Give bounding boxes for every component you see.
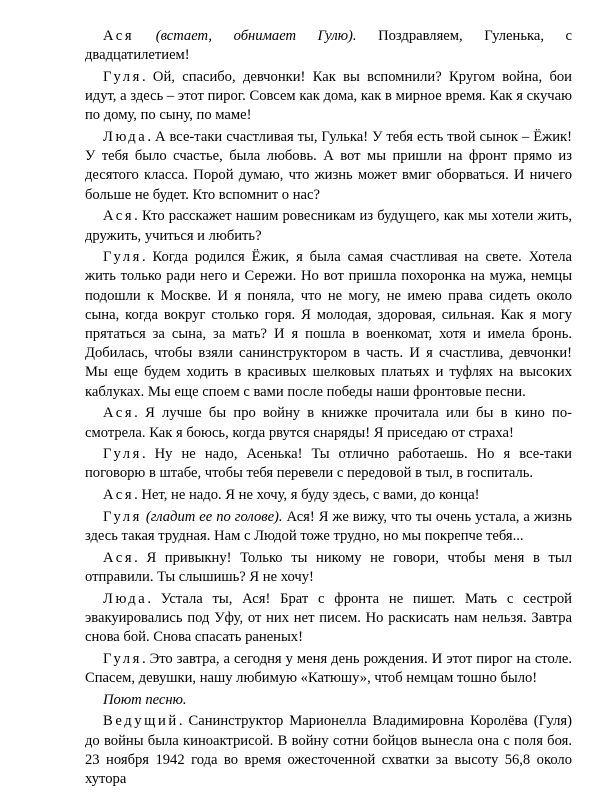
dialogue-text: . Кто расскажет нашим ровесникам из будущего, как мы хотели жить, дружить, учиться и любить?	[85, 208, 572, 244]
speaker-name: Ася	[103, 549, 135, 566]
speaker-name: Гуля	[103, 446, 142, 463]
speaker-name: Гуля	[103, 650, 142, 667]
paragraph-14	[85, 712, 572, 789]
stage-direction: (гладит ее по голове).	[145, 508, 283, 525]
paragraph-4	[85, 207, 572, 245]
dialogue-text: Поздравляем, Гуленька, с двадцатилетием!	[85, 28, 572, 64]
dialogue-text: . Санинструктор Марионелла Владимировна Королёва (Гуля) до войны была киноактрисой. В войну сотни бойцов вынесла она с поля боя. 23 ноября 1942 года во время ожесточенной схватки за высоту 56,8 около хутора	[85, 713, 572, 788]
speaker-name: Люда	[103, 590, 148, 607]
dialogue-text: . Ну не надо, Асенька! Ты отлично работаешь. Но я все-таки поговорю в штабе, чтобы тебя перевели с передовой в тыл, в госпиталь.	[85, 446, 572, 482]
dialogue-text: . Когда родился Ёжик, я была самая счастливая на свете. Хотела жить только ради него и Сережи. Но вот пришла похоронка на мужа, немцы подошли к Москве. И я поняла, что не могу, не имею права сидеть около сына, когда вокруг столько горя. Я молодая, здоровая, сильная. Как я могу прятаться за сына, за мать? И я пошла в военкомат, хотя и имела бронь. Добилась, чтобы взяли санинструктором в часть. И я счастлива, девчонки! Мы еще будем ходить в красивых шелковых платьях и туфлях на высоких каблуках. Мы еще споем с вами после победы наши фронтовые песни.	[85, 249, 572, 400]
speaker-name: Люда	[103, 129, 148, 146]
dialogue-text: Ася! Я же вижу, что ты очень устала, а жизнь здесь такая трудная. Нам с Людой тоже трудно, но мы покрепче тебя...	[85, 508, 572, 545]
paragraph-13	[85, 691, 572, 710]
speaker-name: Ася	[103, 487, 135, 504]
speaker-name: Гуля	[103, 508, 142, 525]
dialogue-text: . Устала ты, Ася! Брат с фронта не пишет. Мать с сестрой эвакуировались под Уфу, от них нет писем. Но раскисать нам нельзя. Завтра снова бой. Снова спасать раненых!	[85, 590, 572, 646]
paragraph-9	[85, 508, 572, 546]
speaker-name: Ведущий	[103, 713, 179, 730]
play-text	[85, 27, 572, 792]
paragraph-5	[85, 248, 572, 402]
paragraph-8	[85, 486, 572, 505]
dialogue-text: . Ой, спасибо, девчонки! Как вы вспомнили? Кругом война, бои идут, а здесь – этот пирог. Совсем как дома, как в мирное время. Как я скучаю по дому, по сыну, по маме!	[85, 68, 572, 124]
paragraph-2	[85, 68, 572, 126]
speaker-name: Ася	[103, 208, 135, 225]
dialogue-text: . Я лучше бы про войну в книжке прочитала или бы в кино по-смотрела. Как я боюсь, когда рвутся снаряды! Я приседаю от страха!	[85, 405, 572, 441]
paragraph-1	[85, 27, 572, 65]
speaker-name: Ася	[103, 405, 135, 422]
paragraph-12	[85, 650, 572, 688]
paragraph-6	[85, 404, 572, 442]
paragraph-3	[85, 128, 572, 205]
dialogue-text: . Я привыкну! Только ты никому не говори, чтобы меня в тыл отправили. Ты слышишь? Я не хочу!	[85, 549, 572, 585]
stage-direction: Поют песню.	[103, 691, 187, 708]
paragraph-10	[85, 549, 572, 587]
speaker-name: Гуля	[103, 249, 142, 266]
speaker-name: Ася	[103, 28, 135, 44]
paragraph-11	[85, 590, 572, 648]
stage-direction: (встает, обнимает Гулю).	[155, 28, 357, 44]
speaker-name: Гуля	[103, 68, 142, 85]
dialogue-text: . Нет, не надо. Я не хочу, я буду здесь, с вами, до конца!	[134, 487, 480, 504]
dialogue-text: . А все-таки счастливая ты, Гулька! У тебя есть твой сынок – Ёжик! У тебя было счастье, была любовь. А вот мы пришли на фронт прямо из десятого класса. Порой думаю, что жизнь может вмиг оборваться. И ничего больше не будет. Кто вспомнит о нас?	[85, 129, 572, 203]
paragraph-7	[85, 445, 572, 483]
dialogue-text: . Это завтра, а сегодня у меня день рождения. И этот пирог на столе. Спасем, девушки, нашу любимую «Катюшу», чтоб немцам тошно было!	[85, 650, 572, 686]
